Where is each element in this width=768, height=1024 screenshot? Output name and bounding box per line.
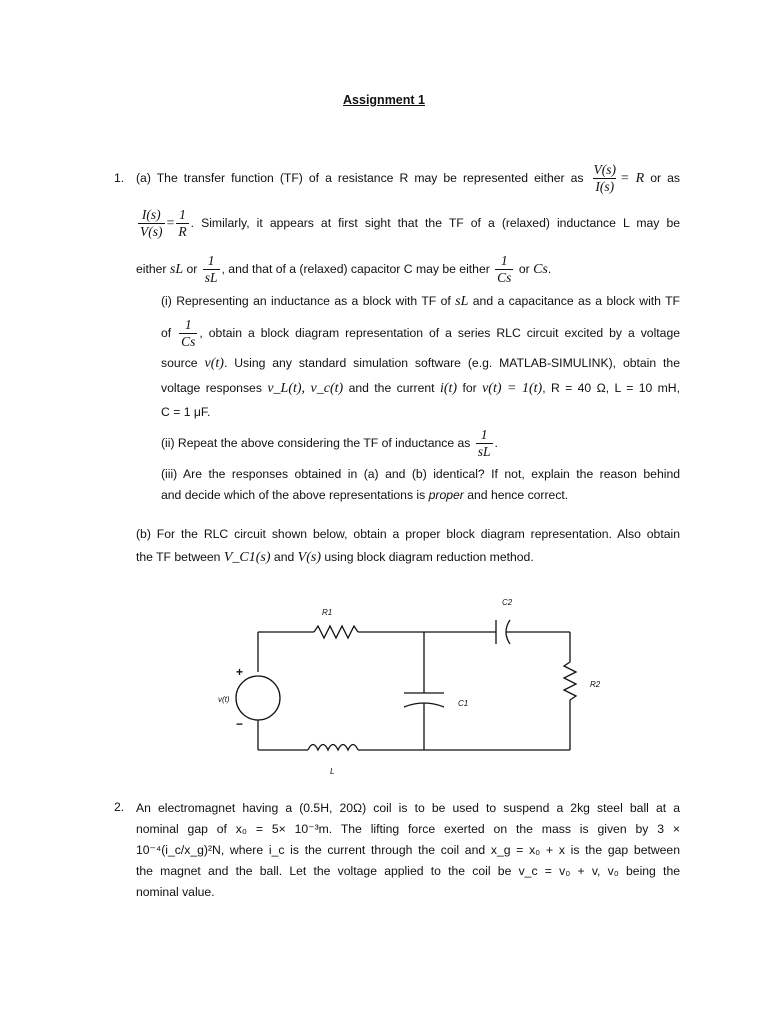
q2-line3: 10⁻⁴(i_c/x_g)²N, where i_c is the current through the coil and x_g = x₀ + x is the gap between — [136, 843, 680, 857]
fraction-i-over-v: $\frac{I(s)}{V(s)}$ — [140, 207, 163, 240]
cs-term: Cs — [533, 262, 548, 277]
q2-line4: the magnet and the ball. Let the voltage applied to the coil be v_c = v₀ + v, v₀ being the — [136, 864, 680, 878]
q1-line2: $\frac{I(s)}{V(s)}$ = $\frac{1}{R}$ . Similarly, it appears at first sight that the TF of a (relaxed) inductance L may be — [140, 207, 680, 240]
q1-ii-line: (ii) Repeat the above considering the TF of inductance as $\frac{1}{sL}$ . — [161, 427, 498, 460]
q1-i-line5: C = 1 μF. — [161, 405, 211, 419]
fraction-1-over-r: $\frac{1}{R}$ — [178, 207, 187, 240]
rlc-circuit-diagram — [200, 590, 620, 780]
sl-term: sL — [169, 262, 184, 277]
q1-i-line2: of $\frac{1}{Cs}$ , obtain a block diagram representation of a series RLC circuit excited by a voltage — [161, 317, 681, 350]
fraction-1-over-cs-2: $\frac{1}{Cs}$ — [181, 317, 196, 350]
voltage-source — [236, 676, 280, 720]
q1-iii-line1: (iii) Are the responses obtained in (a) and (b) identical? If not, explain the reason behind — [161, 467, 680, 481]
fraction-1-over-sl: $\frac{1}{sL}$ — [204, 253, 218, 286]
q1-i-line1: (i) Representing an inductance as a block with TF of sL and a capacitance as a block with TF — [161, 294, 680, 309]
equals-r: = R — [620, 171, 645, 186]
q2-line2: nominal gap of x₀ = 5× 10⁻³m. The lifting force exerted on the mass is given by 3 × — [136, 822, 680, 836]
q1-line1-text: (a) The transfer function (TF) of a resistance R may be represented either as — [136, 171, 584, 185]
label-c1: C1 — [458, 699, 469, 708]
fraction-v-over-i: $\frac{V(s)}{I(s)}$ — [593, 162, 617, 195]
label-r2: R2 — [590, 680, 601, 689]
q2-line5: nominal value. — [136, 885, 215, 899]
q1-iii-line2: and decide which of the above representations is proper and hence correct. — [161, 488, 569, 502]
label-c2: C2 — [502, 598, 513, 607]
label-r1: R1 — [322, 608, 333, 617]
inductor-l — [308, 745, 358, 751]
fraction-1-over-cs: $\frac{1}{Cs}$ — [497, 253, 512, 286]
proper-word: proper — [428, 488, 464, 502]
q1-b-line1: (b) For the RLC circuit shown below, obtain a proper block diagram representation. Also obtain — [136, 527, 680, 541]
q1-or-as: or as — [650, 171, 680, 185]
label-minus: − — [236, 717, 244, 731]
page-title: Assignment 1 — [343, 93, 425, 107]
resistor-r1 — [314, 626, 358, 638]
q1-b-line2: the TF between V_C1(s) and V(s) using block diagram reduction method. — [136, 550, 534, 565]
q2-line1: An electromagnet having a (0.5H, 20Ω) coil is to be used to suspend a 2kg steel ball at a — [136, 801, 680, 815]
question-1-number: 1. — [114, 171, 125, 185]
label-source: v(t) — [218, 695, 230, 704]
q1-i-line4: voltage responses v_L(t), v_c(t) and the current i(t) for v(t) = 1(t), R = 40 Ω, L = 10 mH, — [161, 381, 680, 396]
q1-line3: either sL or $\frac{1}{sL}$ , and that of a (relaxed) capacitor C may be either $\frac{1}{Cs}$ or Cs. — [136, 253, 552, 286]
label-plus: + — [236, 665, 244, 679]
resistor-r2 — [564, 662, 576, 700]
question-2-number: 2. — [114, 800, 125, 814]
label-l: L — [330, 767, 335, 776]
q1-i-line3: source v(t). Using any standard simulation software (e.g. MATLAB-SIMULINK), obtain the — [161, 356, 680, 371]
q1-line1 — [136, 158, 680, 199]
fraction-1-over-sl-2: $\frac{1}{sL}$ — [477, 427, 491, 460]
q1-similarly-text: . Similarly, it appears at first sight that the TF of a (relaxed) inductance L may be — [190, 216, 680, 230]
